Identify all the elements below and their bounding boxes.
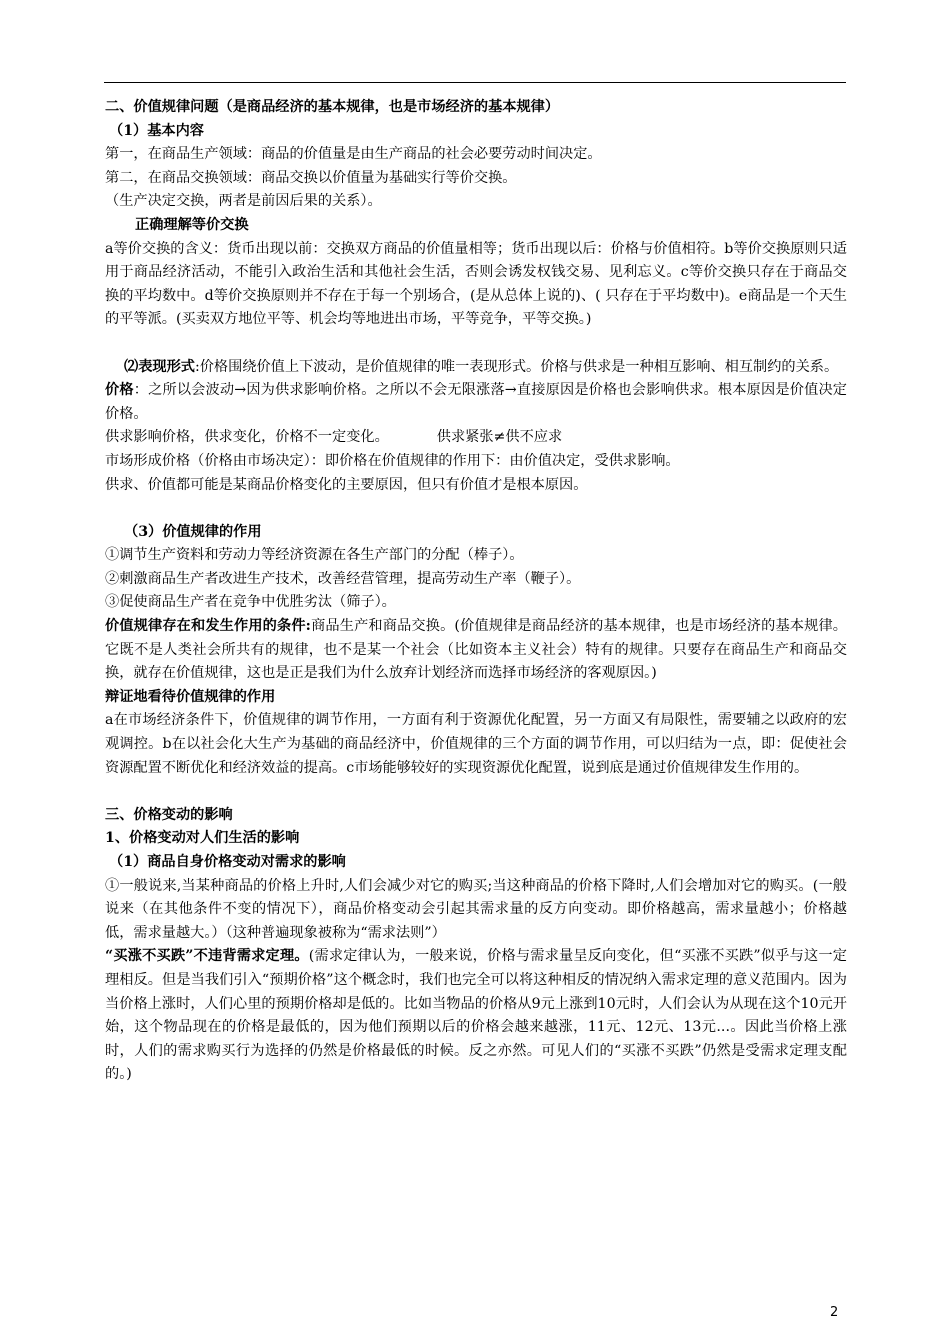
paragraph-second: 第二，在商品交换领域：商品交换以价值量为基础实行等价交换。 [105, 169, 517, 186]
price-label: 价格 [105, 382, 134, 399]
subsection-price-life: 1、价格变动对人们生活的影响 [105, 830, 300, 847]
paragraph-supply-demand-1 [105, 426, 847, 450]
paragraph-demand-law: ①一般说来,当某种商品的价格上升时,人们会减少对它的购买;当这种商品的价格下降时,人们会增加对它的购买。(一般说来（在其他条件不变的情况下），商品价格变动会引起其需求量的反方向变动。即价格越高，需求量越小；价格越低，需求量越大。）（这种普遍现象被称为“需求法则”） [105, 877, 847, 941]
paragraph-first: 第一，在商品生产领域：商品的价值量是由生产商品的社会必要劳动时间决定。 [105, 146, 602, 163]
document-body [105, 96, 847, 1087]
conditions-label: 价值规律存在和发生作用的条件: [105, 618, 311, 635]
header-rule [104, 82, 846, 83]
dialectic-title: 辩证地看待价值规律的作用 [105, 688, 276, 705]
paragraph-note: （生产决定交换，两者是前因后果的关系）。 [105, 193, 382, 210]
page-number: 2 [830, 1305, 839, 1320]
sd1-text: 供求影响价格，供求变化，价格不一定变化。 [105, 429, 389, 446]
buy-rising-text: (需求定律认为，一般来说，价格与需求量呈反向变化，但“买涨不买跌”似乎与这一定理相反。但是当我们引入“预期价格”这个概念时，我们也完全可以将这种相反的情况纳入需求定理的意义范围内。因为当价格上涨时，人们心里的预期价格却是低的。比如当物品的价格从9元上涨到10元时，人们会认为从现在这个10元开始，这个物品现在的价格是最低的，因为他们预期以后的价格会越来越涨，11元、12元、13元...。因此当价格上涨时，人们的需求购买行为选择的仍然是价格最低的时候。反之亦然。可见人们的“买涨不买跌”仍然是受需求定理支配的。) [105, 948, 847, 1083]
role-item-2: ②刺激商品生产者改进生产技术，改善经营管理，提高劳动生产率（鞭子）。 [105, 570, 581, 587]
paragraph-form [105, 356, 847, 380]
form-text: :价格围绕价值上下波动，是价值规律的唯一表现形式。价格与供求是一种相互影响、相互制约的关系。 [194, 358, 839, 375]
role-item-1: ①调节生产资料和劳动力等经济资源在各生产部门的分配（棒子）。 [105, 547, 524, 564]
sd1b-text: 供求紧张≠供不应求 [436, 429, 563, 446]
conditions-text: 商品生产和商品交换。(价值规律是商品经济的基本规律，也是市场经济的基本规律。它既不是人类社会所共有的规律，也不是某一个社会（比如资本主义社会）特有的规律。只要存在商品生产和商品交换，就存在价值规律，这也是正是我们为什么放弃计划经济而选择市场经济的客观原因。) [105, 618, 847, 682]
paragraph-conditions [105, 615, 847, 686]
paragraph-price [105, 379, 847, 426]
form-label: ⑵表现形式 [124, 358, 195, 375]
paragraph-equal-exchange: a等价交换的含义：货币出现以前：交换双方商品的价值量相等；货币出现以后：价格与价值相符。b等价交换原则只适用于商品经济活动，不能引入政治生活和其他社会生活，否则会诱发权钱交易、见利忘义。c等价交换只存在于商品交换的平均数中。d等价交换原则并不存在于每一个别场合，(是从总体上说的)、( 只存在于平均数中)。e商品是一个天生的平等派。(买卖双方地位平等、机会均等地进出市场，平等竞争，平等交换。) [105, 240, 847, 328]
subheading-equal-exchange: 正确理解等价交换 [135, 216, 249, 233]
role-item-3: ③促使商品生产者在竞争中优胜劣汰（筛子）。 [105, 594, 396, 611]
price-text: ：之所以会波动→因为供求影响价格。之所以不会无限涨落→直接原因是价格也会影响供求。根本原因是价值决定价格。 [105, 382, 847, 422]
paragraph-dialectic: a在市场经济条件下，价值规律的调节作用，一方面有利于资源优化配置，另一方面又有局限性，需要辅之以政府的宏观调控。b在以社会化大生产为基础的商品经济中，价值规律的三个方面的调节作用，可以归结为一点，即：促使社会资源配置不断优化和经济效益的提高。c市场能够较好的实现资源优化配置，说到底是通过价值规律发生作用的。 [105, 712, 847, 776]
subsection-basic-content: （1）基本内容 [109, 122, 204, 139]
section-3-title: 三、价格变动的影响 [105, 806, 233, 823]
paragraph-supply-demand-2: 市场形成价格（价格由市场决定）：即价格在价值规律的作用下：由价值决定，受供求影响。 [105, 452, 680, 469]
paragraph-supply-demand-3: 供求、价值都可能是某商品价格变化的主要原因，但只有价值才是根本原因。 [105, 476, 588, 493]
paragraph-buy-rising [105, 945, 847, 1087]
subsection-role: （3）价值规律的作用 [124, 523, 262, 540]
buy-rising-label: “买涨不买跌”不违背需求定理。 [105, 948, 309, 965]
subsection-demand: （1）商品自身价格变动对需求的影响 [109, 854, 346, 870]
section-2-title: 二、价值规律问题（是商品经济的基本规律，也是市场经济的基本规律） [105, 99, 560, 115]
